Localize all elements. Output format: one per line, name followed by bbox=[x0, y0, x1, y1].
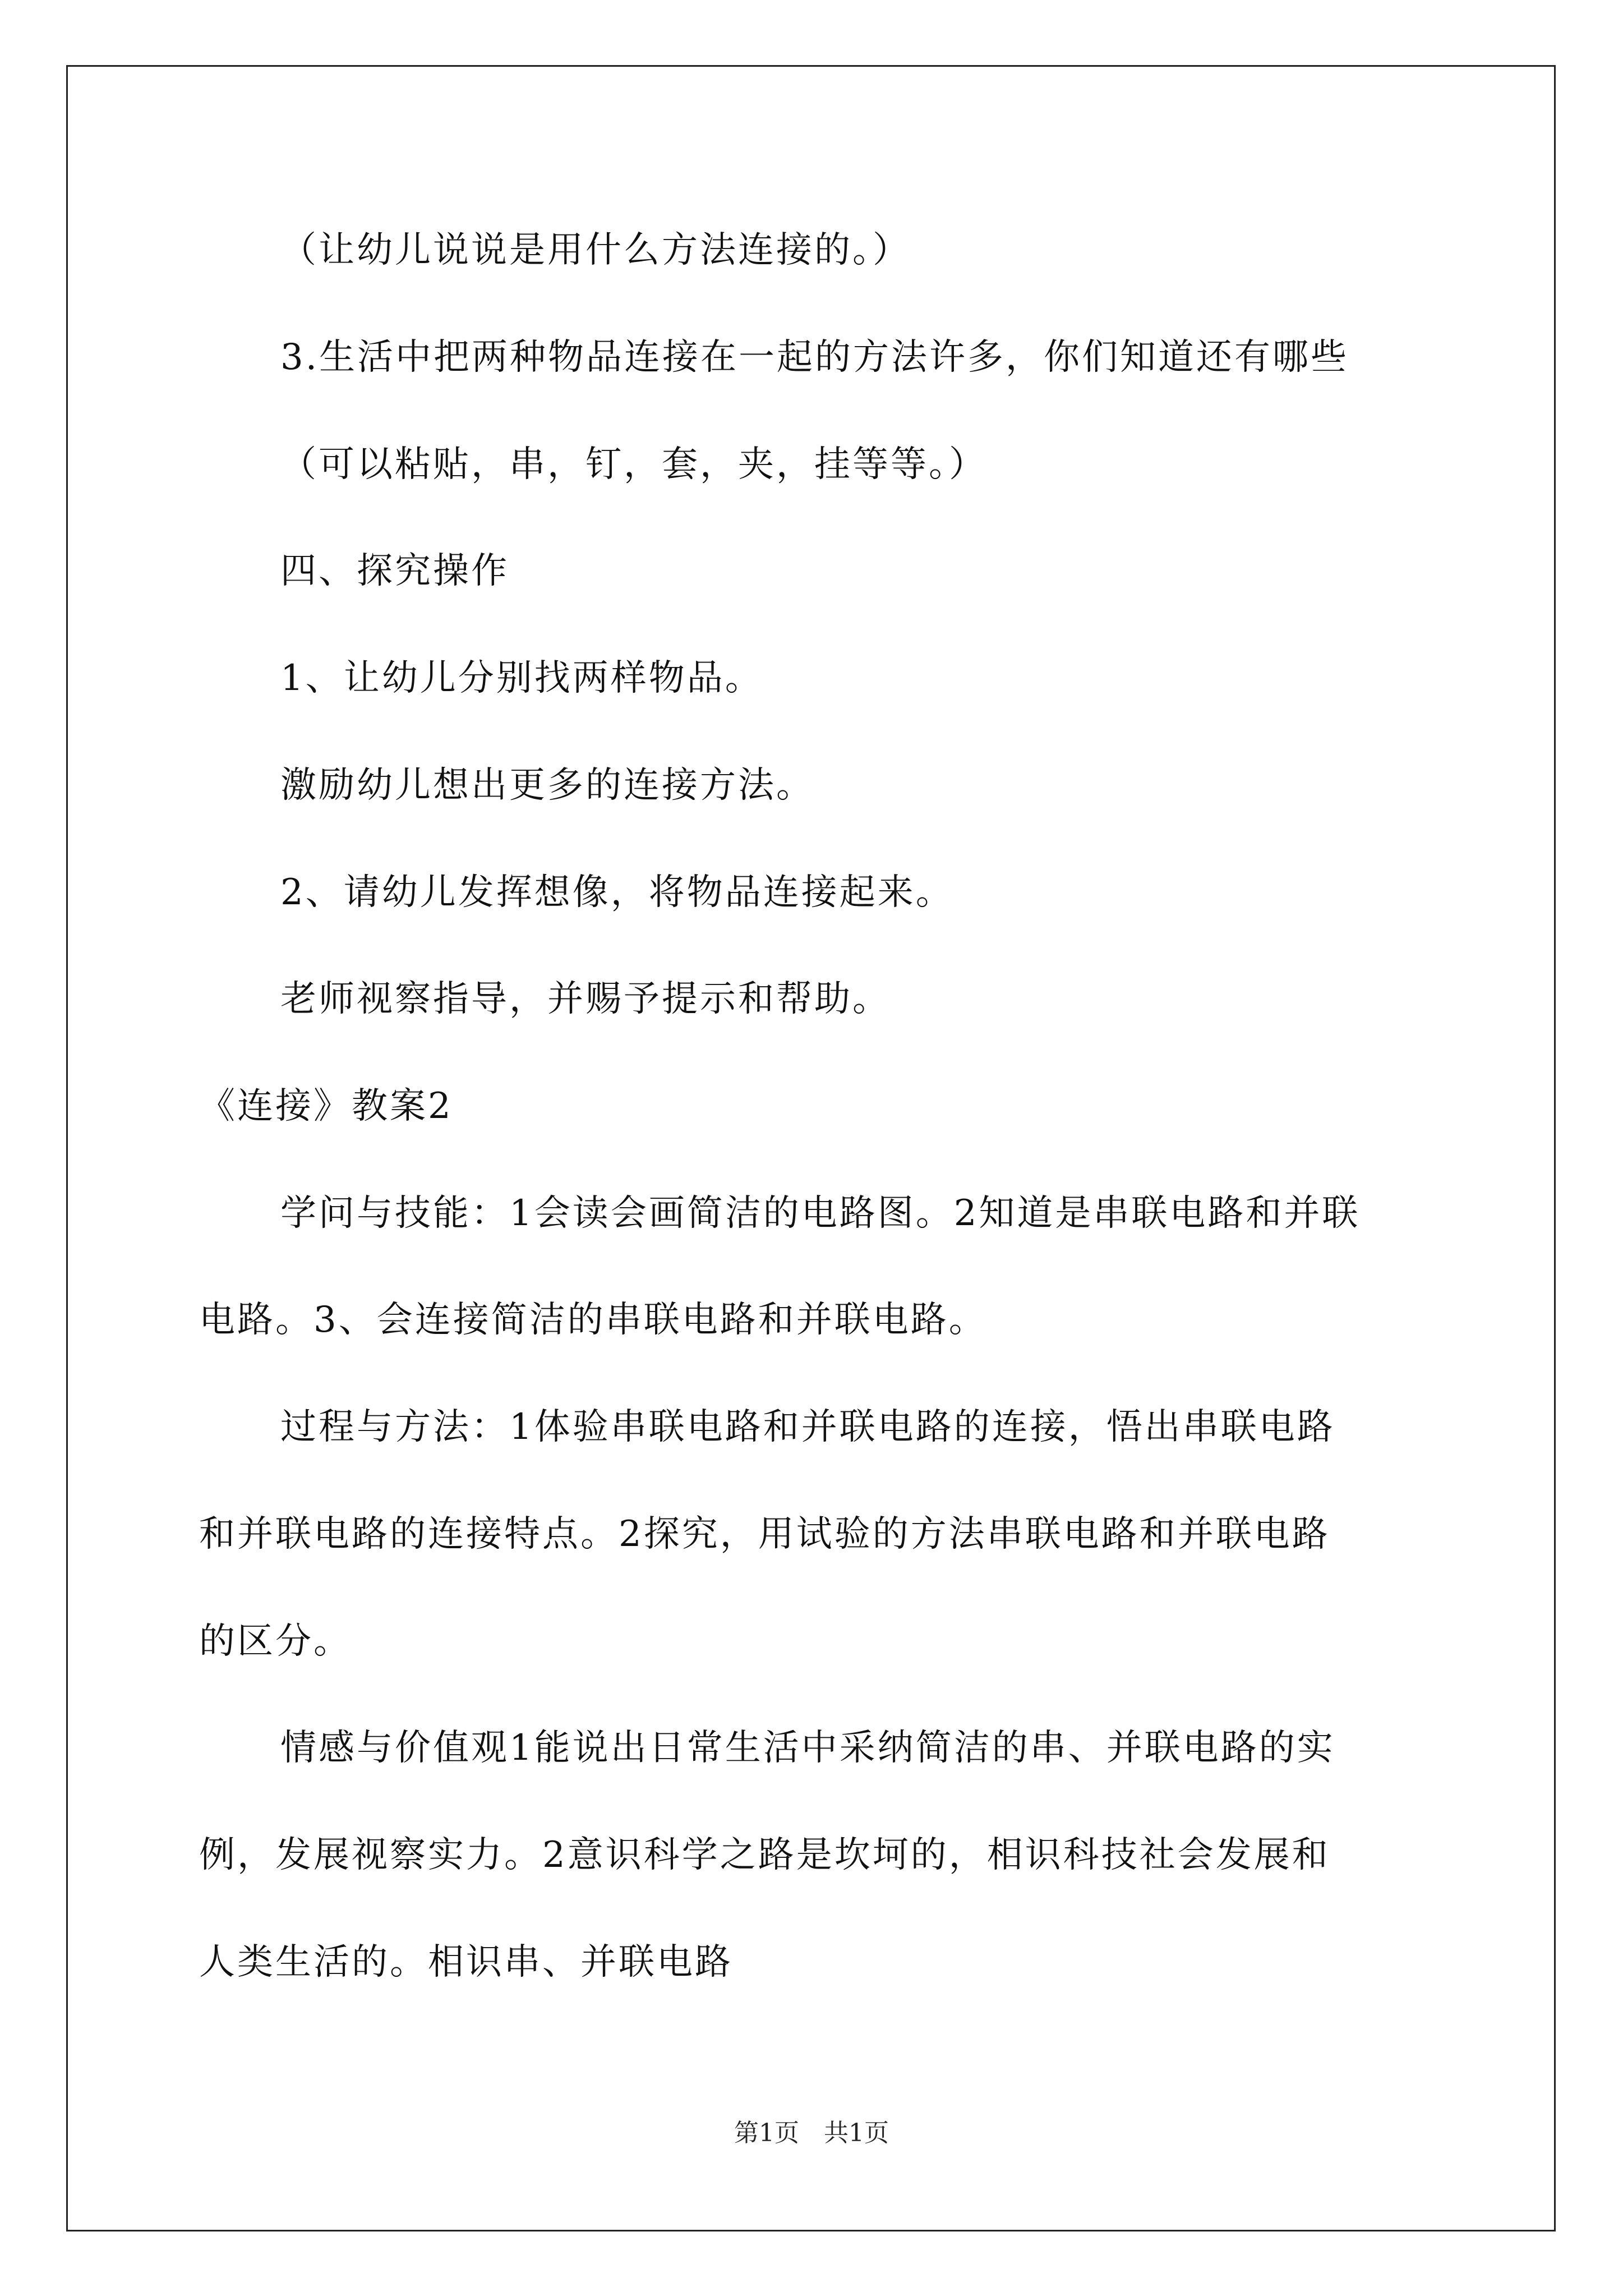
body-line: 3.生活中把两种物品连接在一起的方法许多，你们知道还有哪些 bbox=[280, 337, 1349, 378]
body-line: 的区分。 bbox=[199, 1621, 352, 1662]
body-line: （让幼儿说说是用什么方法连接的。） bbox=[280, 229, 911, 271]
body-line: 1、让幼儿分别找两样物品。 bbox=[280, 657, 763, 699]
body-line: 学问与技能：1会读会画简洁的电路图。2知道是串联电路和并联 bbox=[280, 1193, 1361, 1234]
section-heading: 四、探究操作 bbox=[280, 550, 509, 592]
body-line: 情感与价值观1能说出日常生活中采纳简洁的串、并联电路的实 bbox=[280, 1727, 1335, 1769]
body-line: 例，发展视察实力。2意识科学之路是坎坷的，相识科技社会发展和 bbox=[199, 1834, 1330, 1876]
body-line: 电路。3、会连接简洁的串联电路和并联电路。 bbox=[199, 1299, 987, 1341]
body-line: 激励幼儿想出更多的连接方法。 bbox=[280, 765, 814, 806]
body-line: 过程与方法：1体验串联电路和并联电路的连接，悟出串联电路 bbox=[280, 1406, 1335, 1448]
page-footer: 第1页 共1页 bbox=[734, 2119, 889, 2147]
body-line: （可以粘贴，串，钉，套，夹，挂等等。） bbox=[280, 444, 987, 485]
body-line: 2、请幼儿发挥想像，将物品连接起来。 bbox=[280, 872, 954, 913]
body-line: 人类生活的。相识串、并联电路 bbox=[199, 1941, 733, 1983]
body-line: 和并联电路的连接特点。2探究，用试验的方法串联电路和并联电路 bbox=[199, 1513, 1330, 1555]
lesson-title: 《连接》教案2 bbox=[199, 1085, 453, 1127]
body-line: 老师视察指导，并赐予提示和帮助。 bbox=[280, 978, 891, 1020]
page-border bbox=[66, 65, 1556, 2231]
